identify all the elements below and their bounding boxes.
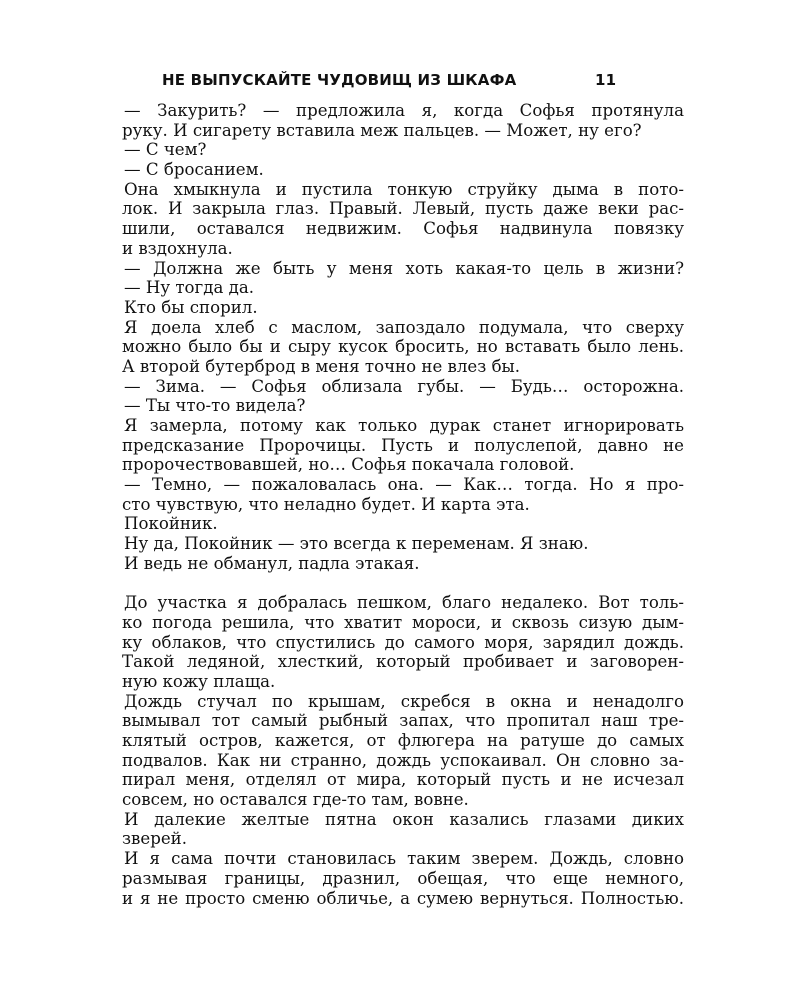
text-line: совсем, но оставался где-то там, вовне. — [122, 790, 469, 810]
text-line: предсказание Пророчицы. Пусть и полуслепой, давно не — [122, 435, 684, 455]
text-line: Я замерла, потому как только дурак станет игнорировать — [124, 416, 684, 435]
text-line: руку. И сигарету вставила меж пальцев. — Может, ну его? — [122, 120, 642, 140]
text-line: Такой ледяной, хлесткий, который пробивает и заговорен- — [122, 652, 684, 672]
text-line: вымывал тот самый рыбный запах, что пропитал наш тре- — [122, 711, 684, 731]
text-line: и вздохнула. — [122, 238, 233, 258]
text-line: И ведь не обманул, падла этакая. — [124, 553, 420, 573]
section-break — [122, 574, 684, 594]
text-line: — Ты что-то видела? — [124, 396, 306, 416]
text-line: Она хмыкнула и пустила тонкую струйку дыма в пото- — [124, 179, 684, 199]
text-line: — С чем? — [124, 140, 207, 160]
text-line: И я сама почти становилась таким зверем. Дождь, словно — [124, 849, 684, 869]
text-line: пророчествовавшей, но… Софья покачала головой. — [122, 455, 575, 475]
text-line: Покойник. — [124, 514, 218, 534]
text-line: — Должна же быть у меня хоть какая-то цель в жизни? — [124, 258, 684, 278]
page-number: 11 — [595, 71, 617, 89]
text-line: Дождь стучал по крышам, скребся в окна и ненадолго — [124, 691, 684, 711]
text-line: ную кожу плаща. — [122, 671, 276, 691]
text-line: — Ну тогда да. — [124, 278, 255, 298]
text-line: размывая границы, дразнил, обещая, что еще немного, — [122, 868, 684, 888]
text-line: сто чувствую, что неладно будет. И карта эта. — [122, 494, 530, 514]
text-line: — Зима. — Софья облизала губы. — Будь… осторожна. — [124, 376, 684, 396]
text-line: шили, оставался недвижим. Софья надвинула повязку — [122, 219, 684, 239]
text-line: Ну да, Покойник — это всегда к переменам. Я знаю. — [124, 534, 589, 554]
text-line: и я не просто сменю обличье, а сумею вернуться. Полностью. — [122, 888, 684, 908]
body-text — [122, 101, 684, 908]
text-line: можно было бы и сыру кусок бросить, но вставать было лень. — [122, 337, 684, 357]
text-line: — Закурить? — предложила я, когда Софья протянула — [124, 101, 684, 120]
text-line: зверей. — [122, 829, 187, 849]
text-line: пирал меня, отделял от мира, который пусть и не исчезал — [122, 770, 684, 790]
text-line: лок. И закрыла глаз. Правый. Левый, пусть даже веки рас- — [122, 199, 684, 219]
text-line: А второй бутерброд в меня точно не влез бы. — [122, 356, 521, 376]
text-line: Я доела хлеб с маслом, запоздало подумала, что сверху — [124, 317, 684, 337]
running-title: НЕ ВЫПУСКАЙТЕ ЧУДОВИЩ ИЗ ШКАФА — [162, 71, 517, 89]
text-line: ко погода решила, что хватит мороси, и сквозь сизую дым- — [122, 612, 684, 632]
text-line: ку облаков, что спустились до самого моря, зарядил дождь. — [122, 632, 684, 652]
text-line: — Темно, — пожаловалась она. — Как… тогда. Но я про- — [124, 475, 684, 495]
text-line: клятый остров, кажется, от флюгера на ратуше до самых — [122, 731, 684, 750]
text-line: До участка я добралась пешком, благо недалеко. Вот толь- — [124, 593, 684, 613]
running-header — [122, 71, 682, 95]
text-line: И далекие желтые пятна окон казались глазами диких — [124, 809, 684, 829]
text-line: Кто бы спорил. — [124, 297, 258, 317]
text-line: — С бросанием. — [124, 160, 264, 180]
text-line: подвалов. Как ни странно, дождь успокаивал. Он словно за- — [122, 750, 684, 770]
